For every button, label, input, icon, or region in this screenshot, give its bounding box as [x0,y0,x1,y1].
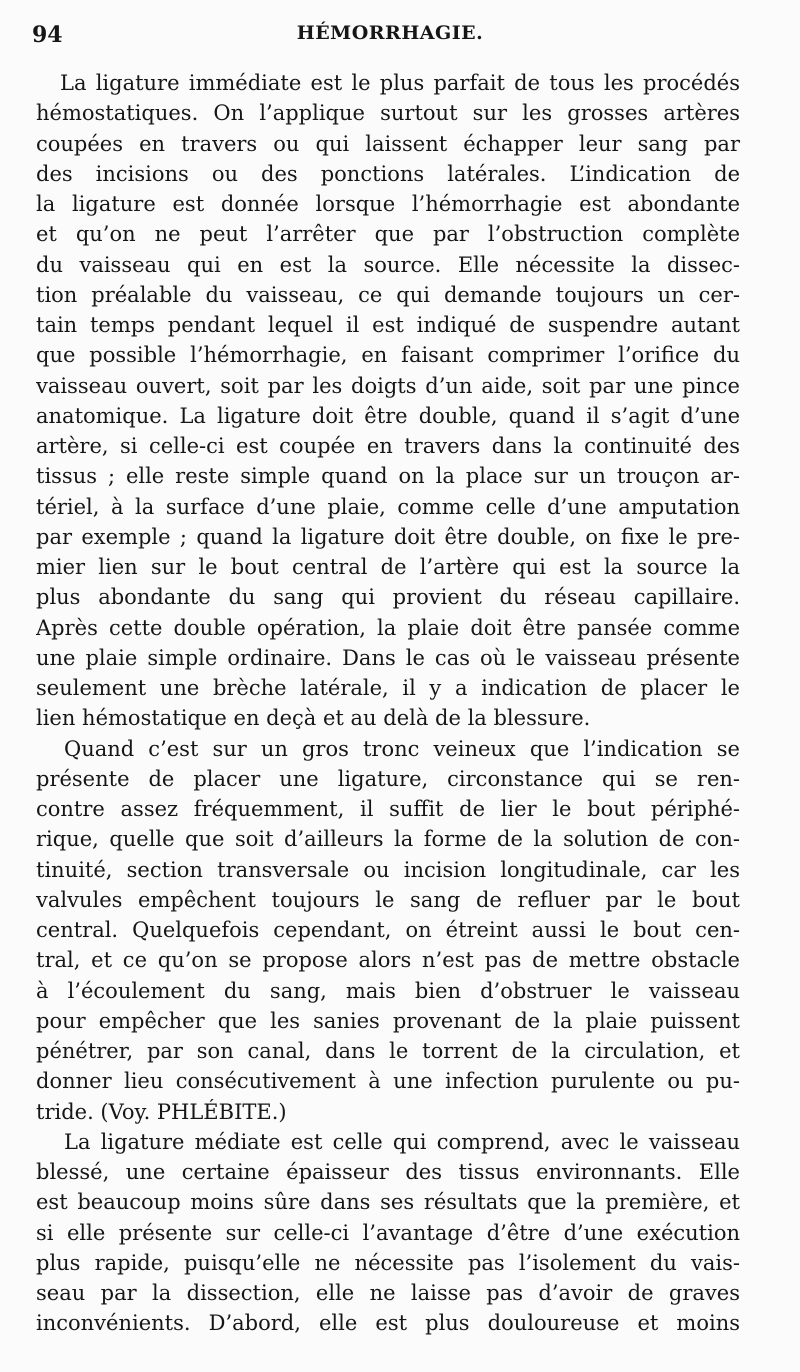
text-line: anatomique. La ligature doit être double, quand il s’agit d’une [36,403,740,428]
text-line: la ligature est donnée lorsque l’hémorrhagie est abondante [36,192,740,216]
text-line: La ligature immédiate est le plus parfait de tous les procédés [60,71,740,95]
text-line: mier lien sur le bout central de l’artère qui est la source la [36,555,740,579]
text-line: La ligature médiate est celle qui comprend, avec le vaisseau [64,1129,740,1154]
text-line: si elle présente sur celle-ci l’avantage d’être d’une exécution [36,1220,740,1245]
text-line: que possible l’hémorrhagie, en faisant comprimer l’orifice du [36,343,740,368]
text-line: du vaisseau qui en est la source. Elle nécessite la dissec- [36,252,740,277]
text-line: pénétrer, par son canal, dans le torrent de la circulation, et [36,1039,740,1063]
text-line: valvules empêchent toujours le sang de refluer par le bout [36,887,740,912]
text-line: vaisseau ouvert, soit par les doigts d’un aide, soit par une pince [36,373,740,398]
text-line: Quand c’est sur un gros tronc veineux que l’indication se [64,736,740,761]
text-line: blessé, une certaine épaisseur des tissus environnants. Elle [36,1160,740,1184]
text-line: artère, si celle-ci est coupée en travers dans la continuité des [36,434,740,458]
text-line: plus rapide, puisqu’elle ne nécessite pas l’isolement du vais- [36,1250,740,1275]
text-line: et qu’on ne peut l’arrêter que par l’obstruction complète [36,222,740,247]
body-text [36,68,740,1339]
text-line: tral, et ce qu’on se propose alors n’est pas de mettre obstacle [36,948,740,973]
text-line: plus abondante du sang qui provient du réseau capillaire. [36,585,740,610]
running-title: HÉMORRHAGIE. [296,22,484,44]
text-line: donner lieu consécutivement à une infection purulente ou pu- [36,1069,740,1094]
text-line: est beaucoup moins sûre dans ses résultats que la première, et [36,1190,740,1215]
text-line: Après cette double opération, la plaie doit être pansée comme [36,615,740,640]
text-line: tinuité, section transversale ou incision longitudinale, car les [36,857,740,882]
text-line: seulement une brèche latérale, il y a indication de placer le [36,676,740,700]
text-line: une plaie simple ordinaire. Dans le cas où le vaisseau présente [36,645,740,670]
page-header [32,22,748,52]
text-line: à l’écoulement du sang, mais bien d’obstruer le vaisseau [36,978,740,1003]
text-line: tissus ; elle reste simple quand on la place sur un trouçon ar- [36,464,740,489]
text-line: tion préalable du vaisseau, ce qui demande toujours un cer- [36,282,740,307]
text-line: pour empêcher que les sanies provenant de la plaie puissent [36,1008,740,1033]
text-line: lien hémostatique en deçà et au delà de la blessure. [36,706,591,731]
text-line: central. Quelquefois cependant, on étreint aussi le bout cen- [36,918,740,942]
page-number: 94 [32,22,63,48]
text-line: tride. (Voy. PHLÉBITE.) [36,1099,287,1124]
text-line: hémostatiques. On l’applique surtout sur les grosses artères [36,101,740,126]
text-line: par exemple ; quand la ligature doit être double, on fixe le pre- [36,524,740,549]
text-line: tériel, à la surface d’une plaie, comme celle d’une amputation [36,494,740,519]
text-line: tain temps pendant lequel il est indiqué de suspendre autant [36,313,740,337]
text-line: présente de placer une ligature, circonstance qui se ren- [36,766,740,791]
text-line: des incisions ou des ponctions latérales. L’indication de [36,161,740,186]
text-line: rique, quelle que soit d’ailleurs la forme de la solution de con- [36,827,740,852]
text-line: inconvénients. D’abord, elle est plus douloureuse et moins [36,1311,740,1336]
text-line: seau par la dissection, elle ne laisse pas d’avoir de graves [36,1281,740,1305]
text-line: coupées en travers ou qui laissent échapper leur sang par [36,131,740,156]
text-line: contre assez fréquemment, il suffit de lier le bout périphé- [36,797,740,821]
